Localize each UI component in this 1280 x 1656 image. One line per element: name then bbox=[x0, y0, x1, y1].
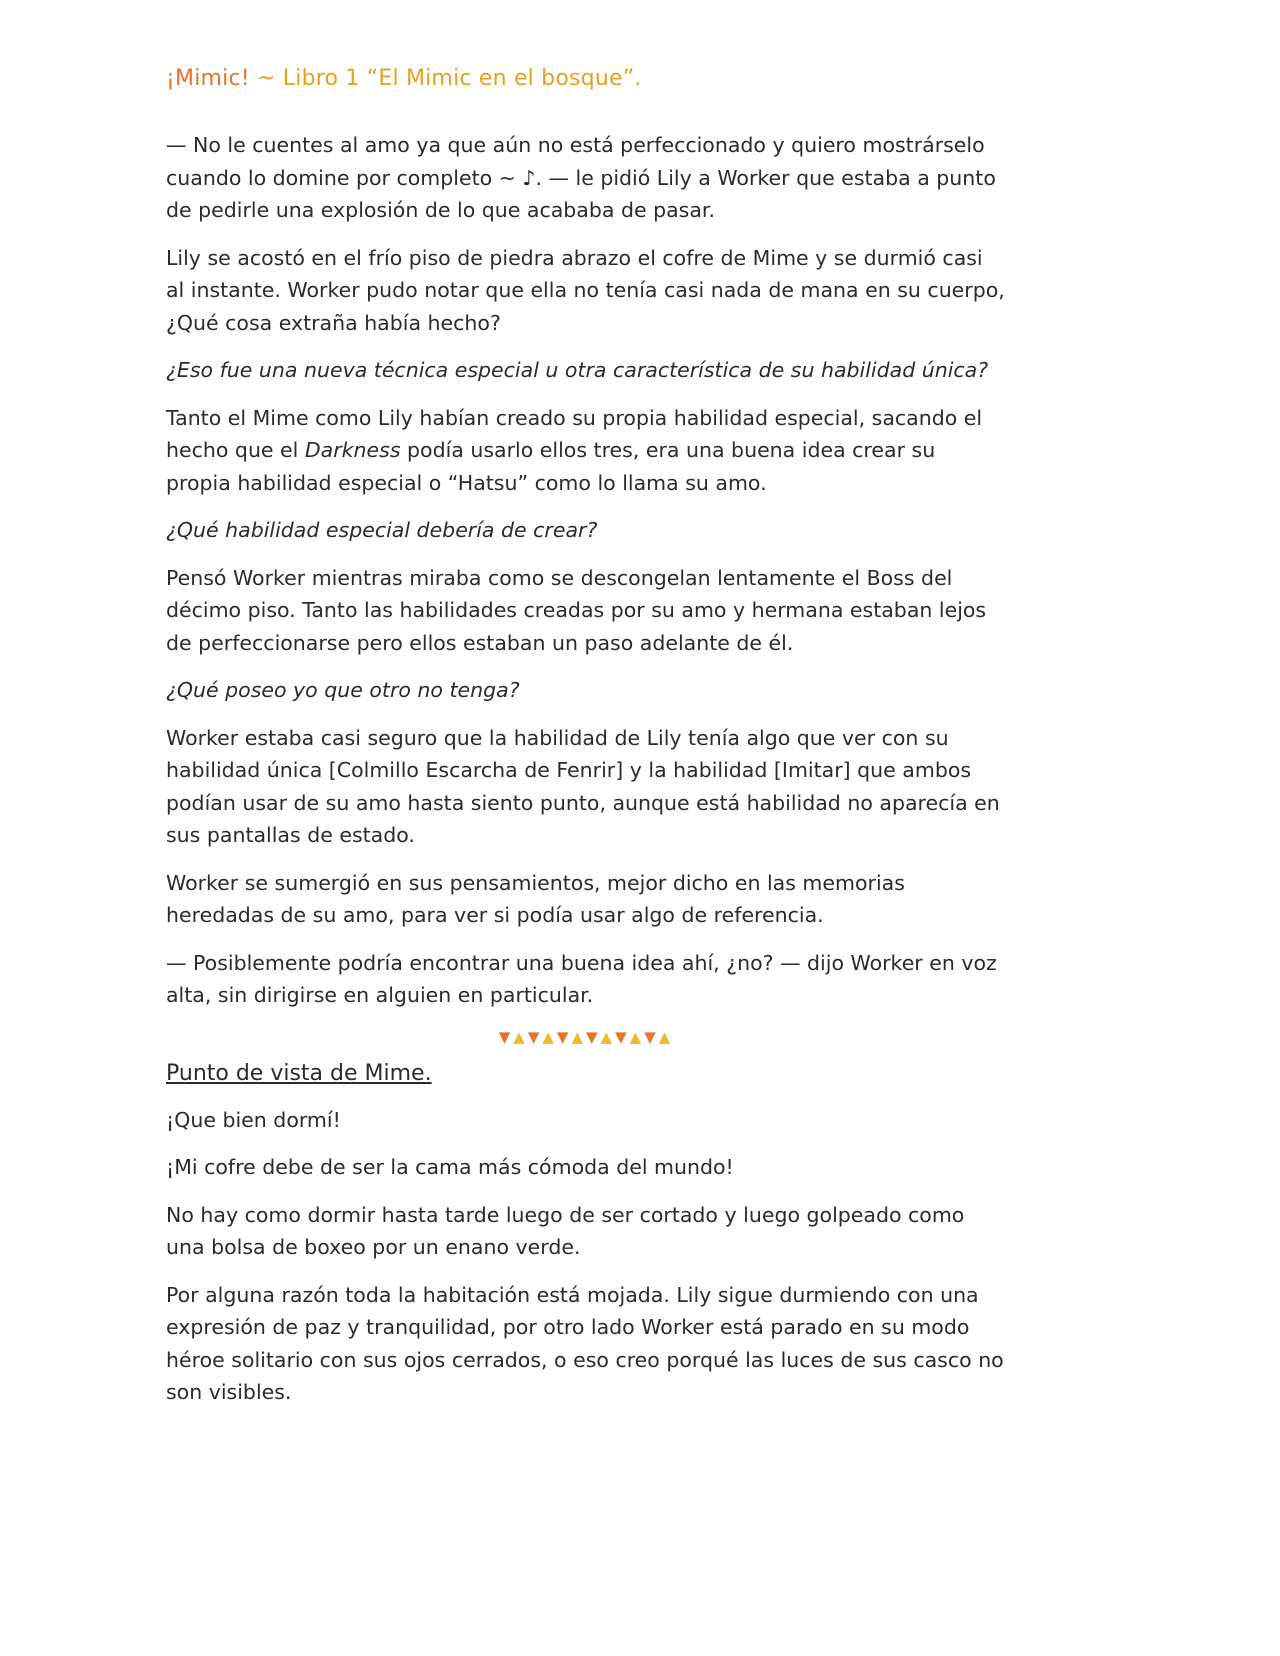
paragraph bbox=[166, 402, 1006, 500]
scene-divider bbox=[166, 1027, 1006, 1047]
emphasis-darkness: Darkness bbox=[304, 438, 401, 462]
section-title: Punto de vista de Mime. bbox=[166, 1060, 432, 1086]
triangle-up-icon: ▲ bbox=[600, 1027, 616, 1046]
triangle-up-icon: ▲ bbox=[542, 1027, 557, 1046]
paragraph: Worker se sumergió en sus pensamientos, mejor dicho en las memorias heredadas de su amo, para ver si podía usar algo de referencia. bbox=[166, 870, 905, 927]
italic-thought: ¿Qué habilidad especial debería de crear? bbox=[166, 518, 598, 542]
triangle-down-icon: ▼ bbox=[556, 1027, 572, 1046]
triangle-down-icon: ▼ bbox=[498, 1027, 514, 1046]
triangle-up-icon: ▲ bbox=[629, 1027, 645, 1046]
triangle-down-icon: ▼ bbox=[615, 1027, 630, 1046]
paragraph: Lily se acostó en el frío piso de piedra abrazo el cofre de Mime y se durmió casi al instante. Worker pudo notar que ella no tenía casi nada de mana en su cuerpo, ¿Qué cosa extraña había hecho? bbox=[166, 245, 1005, 335]
italic-thought: ¿Qué poseo yo que otro no tenga? bbox=[166, 678, 520, 702]
header-book-title: ~ Libro 1 “El Mimic en el bosque”. bbox=[249, 66, 642, 91]
triangle-down-icon: ▼ bbox=[586, 1027, 601, 1046]
paragraph: — Posiblemente podría encontrar una buena idea ahí, ¿no? — dijo Worker en voz alta, sin dirigirse en alguien en particular. bbox=[166, 950, 997, 1007]
triangle-up-icon: ▲ bbox=[513, 1027, 528, 1046]
running-header bbox=[166, 66, 1006, 91]
paragraph-text: Tanto el Mime como Lily habían creado su propia habilidad especial, sacando el hecho que el bbox=[166, 405, 983, 462]
paragraph: ¡Mi cofre debe de ser la cama más cómoda del mundo! bbox=[166, 1155, 734, 1179]
paragraph: Por alguna razón toda la habitación está mojada. Lily sigue durmiendo con una expresión de paz y tranquilidad, por otro lado Worker está parado en su modo héroe solitario con sus ojos cerrados, o eso creo porqué las luces de sus casco no son visibles. bbox=[166, 1282, 1004, 1404]
triangle-down-icon: ▼ bbox=[527, 1027, 543, 1046]
paragraph: Pensó Worker mientras miraba como se descongelan lentamente el Boss del décimo piso. Tanto las habilidades creadas por su amo y hermana estaban lejos de perfeccionarse pero ellos estaban un paso adelante de él. bbox=[166, 565, 987, 655]
triangle-down-icon: ▼ bbox=[644, 1027, 659, 1046]
paragraph: Worker estaba casi seguro que la habilidad de Lily tenía algo que ver con su habilidad única [Colmillo Escarcha de Fenrir] y la habilidad [Imitar] que ambos podían usar de su amo hasta siento punto, aunque está habilidad no aparecía en sus pantallas de estado. bbox=[166, 725, 1000, 847]
header-series-title: ¡Mimic! bbox=[166, 66, 250, 91]
triangle-up-icon: ▲ bbox=[658, 1027, 674, 1046]
paragraph: — No le cuentes al amo ya que aún no está perfeccionado y quiero mostrárselo cuando lo domine por completo ~ ♪. — le pidió Lily a Worker que estaba a punto de pedirle una explosión de lo que acababa de pasar. bbox=[166, 133, 996, 222]
italic-thought: ¿Eso fue una nueva técnica especial u otra característica de su habilidad única? bbox=[166, 358, 989, 382]
paragraph: No hay como dormir hasta tarde luego de ser cortado y luego golpeado como una bolsa de boxeo por un enano verde. bbox=[166, 1202, 965, 1259]
paragraph-text: podía usarlo ellos tres, era una buena idea crear su propia habilidad especial o “Hatsu” como lo llama su amo. bbox=[166, 438, 936, 495]
document-page bbox=[166, 66, 1006, 1424]
paragraph: ¡Que bien dormí! bbox=[166, 1107, 341, 1132]
triangle-up-icon: ▲ bbox=[571, 1027, 586, 1046]
